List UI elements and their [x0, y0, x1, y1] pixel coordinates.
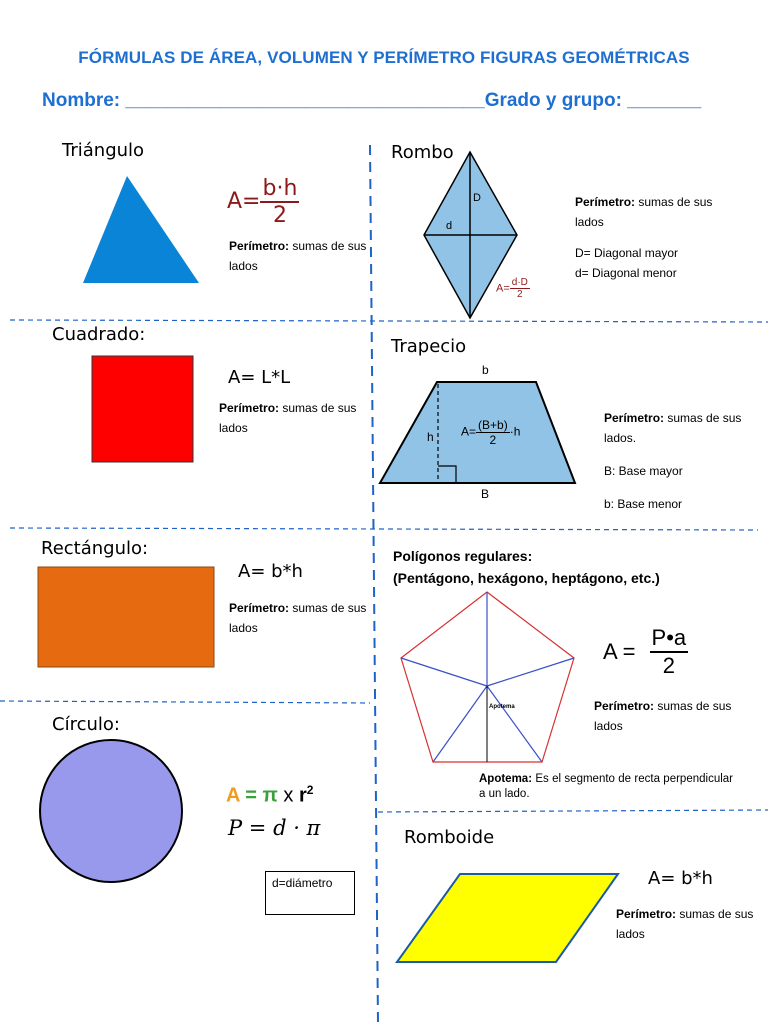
- perimeter-bold: Perímetro:: [229, 601, 290, 615]
- polygons-heading-line1: Polígonos regulares:: [393, 548, 533, 564]
- rhombus-label-D: D: [473, 192, 481, 204]
- divider-row2: [10, 528, 758, 530]
- rectangle-shape: [38, 567, 214, 667]
- rhomboid-perimeter-text: [616, 904, 766, 944]
- circle-perimeter-formula: P = d · π: [228, 816, 321, 840]
- trapezoid-def-b: b: Base menor: [604, 497, 683, 511]
- circle-formula-A: A: [226, 784, 240, 807]
- perimeter-desc: sumas de sus lados: [229, 239, 367, 273]
- rhombus-formula-fraction: [510, 277, 530, 300]
- trapezoid-formula-fraction: [476, 418, 510, 447]
- perimeter-desc: sumas de sus lados: [616, 907, 754, 941]
- circle-area-formula: [226, 783, 313, 808]
- diameter-note: d=diámetro: [272, 876, 333, 890]
- triangle-formula-fraction: [260, 176, 299, 228]
- triangle-area-formula: [227, 176, 299, 228]
- perimeter-desc: sumas de sus lados: [219, 401, 357, 435]
- perimeter-bold: Perímetro:: [616, 907, 677, 921]
- page-title: FÓRMULAS DE ÁREA, VOLUMEN Y PERÍMETRO FIGURAS GEOMÉTRICAS: [78, 48, 690, 67]
- polygons-heading-line2: (Pentágono, hexágono, heptágono, etc.): [393, 570, 660, 586]
- rhombus-perimeter-text: [575, 192, 725, 232]
- triangle-formula-numerator: b·h: [262, 176, 298, 201]
- rhombus-formula-denominator: 2: [517, 289, 523, 300]
- rhomboid-shape: [397, 874, 618, 962]
- rectangle-perimeter-text: [229, 598, 379, 638]
- circle-shape: [40, 740, 182, 882]
- trapezoid-label-h: h: [427, 430, 434, 444]
- name-label: Nombre:: [42, 90, 126, 111]
- polygons-area-formula: [603, 625, 688, 679]
- name-line: __________________________________: [125, 90, 485, 111]
- square-shape: [92, 356, 193, 462]
- triangle-formula-prefix: A=: [227, 189, 261, 214]
- square-area-formula: A= L*L: [228, 367, 291, 388]
- diameter-note-box: [265, 871, 355, 915]
- polygons-formula-prefix: A =: [603, 639, 636, 664]
- circle-formula-r: r: [298, 784, 307, 807]
- circle-formula-x: x: [277, 784, 299, 807]
- pentagon-radius-5: [401, 658, 487, 686]
- trapezoid-formula-prefix: A=: [461, 424, 477, 439]
- rhombus-formula-numerator: d·D: [511, 277, 528, 288]
- pentagon-radius-2: [487, 658, 574, 686]
- grade-label: Grado y grupo:: [484, 90, 628, 111]
- polygons-formula-fraction: [650, 625, 689, 679]
- trapezoid-area-formula: [461, 418, 520, 447]
- trapezoid-label-b: b: [482, 363, 489, 377]
- grade-line: _______: [627, 90, 702, 111]
- triangle-heading: Triángulo: [62, 140, 145, 161]
- trapezoid-formula-numerator: (B+b): [478, 418, 508, 432]
- rhomboid-heading: Romboide: [404, 827, 495, 848]
- perimeter-bold: Perímetro:: [229, 239, 290, 253]
- pentagon-radius-4: [433, 686, 487, 762]
- polygons-formula-numerator: P•a: [650, 625, 689, 653]
- divider-row4-right: [378, 810, 768, 812]
- trapezoid-formula-denominator: 2: [489, 433, 497, 447]
- perimeter-bold: Perímetro:: [594, 699, 655, 713]
- perimeter-desc: sumas de sus lados: [594, 699, 732, 733]
- rhomboid-area-formula: A= b*h: [648, 868, 713, 889]
- apothem-bold: Apotema:: [479, 773, 533, 785]
- rhombus-def-D: D= Diagonal mayor: [575, 246, 679, 260]
- rhombus-formula-prefix: A=: [496, 282, 510, 295]
- rectangle-area-formula: A= b*h: [238, 561, 303, 582]
- trapezoid-def-B: B: Base mayor: [604, 464, 683, 478]
- divider-row1: [10, 320, 768, 322]
- rhombus-label-d: d: [446, 220, 453, 232]
- rhombus-def-d: d= Diagonal menor: [575, 266, 677, 280]
- triangle-perimeter-text: [229, 236, 379, 276]
- triangle-shape: [83, 176, 199, 283]
- trapezoid-formula-suffix: ·h: [509, 424, 521, 439]
- trapezoid-perimeter-bold: Perímetro:: [604, 411, 665, 425]
- polygons-perimeter-text: [594, 696, 744, 736]
- rectangle-heading: Rectángulo:: [41, 538, 149, 559]
- pentagon-radius-3: [487, 686, 542, 762]
- square-perimeter-text: [219, 398, 369, 438]
- trapezoid-perimeter-desc: sumas de sus lados.: [604, 411, 742, 445]
- circle-formula-exp: 2: [306, 783, 314, 797]
- perimeter-desc: sumas de sus lados: [229, 601, 367, 635]
- polygons-formula-denominator: 2: [662, 653, 675, 678]
- trapezoid-label-B: B: [481, 487, 490, 501]
- divider-row3-left: [0, 701, 370, 703]
- circle-heading: Círculo:: [52, 714, 120, 735]
- square-heading: Cuadrado:: [52, 324, 146, 345]
- rhombus-area-formula: [496, 277, 530, 300]
- circle-formula-pi: = π: [239, 784, 278, 807]
- trapezoid-perimeter-text: [604, 408, 744, 448]
- pentagon-apothem-label: Apotema: [489, 704, 515, 710]
- vertical-divider: [370, 145, 378, 1024]
- rhombus-perimeter-desc: sumas de sus lados: [575, 195, 713, 229]
- triangle-formula-denominator: 2: [272, 203, 287, 228]
- trapezoid-heading: Trapecio: [391, 336, 467, 357]
- apothem-desc: Es el segmento de recta perpendicular a un lado.: [479, 773, 733, 800]
- rhombus-heading: Rombo: [391, 142, 454, 163]
- perimeter-bold: Perímetro:: [219, 401, 280, 415]
- rhombus-perimeter-bold: Perímetro:: [575, 195, 636, 209]
- apothem-definition: [479, 772, 733, 802]
